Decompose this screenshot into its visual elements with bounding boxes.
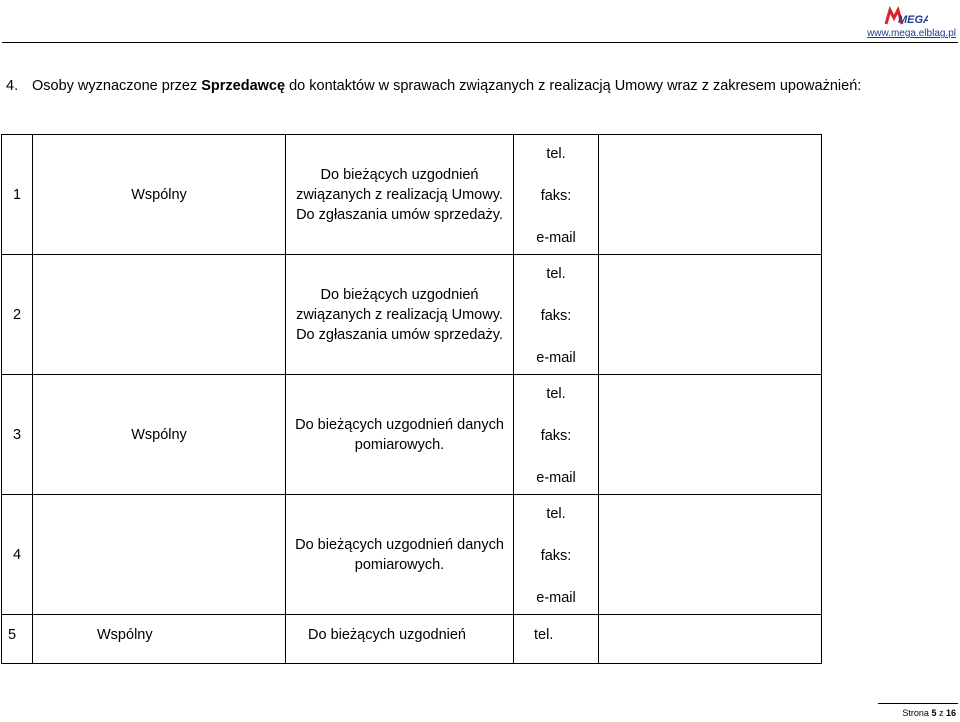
tel-label: tel. <box>546 265 566 282</box>
table-row <box>2 135 822 255</box>
fax-label: faks: <box>540 187 572 204</box>
blank-cell <box>599 135 822 255</box>
scope-cell: Do bieżących uzgodnień <box>286 615 514 664</box>
blank-cell <box>599 375 822 495</box>
tel-label: tel. <box>546 505 566 522</box>
blank-cell <box>599 495 822 615</box>
contact-cell: tel. <box>514 615 599 664</box>
contact-cell <box>514 495 599 615</box>
email-label: e-mail <box>536 349 576 366</box>
fax-label: faks: <box>540 307 572 324</box>
section-text-before: Osoby wyznaczone przez <box>32 78 202 94</box>
row-number: 4 <box>2 495 33 615</box>
contact-cell <box>514 255 599 375</box>
email-label: e-mail <box>536 469 576 486</box>
footer-of: z <box>938 708 944 718</box>
scope-cell: Do bieżących uzgodnień danych pomiarowych. <box>286 375 514 495</box>
footer-total: 16 <box>945 708 956 718</box>
party-cell <box>33 495 286 615</box>
table-row <box>2 255 822 375</box>
footer-label: Strona <box>902 708 929 718</box>
fax-label: faks: <box>540 427 572 444</box>
scope-cell: Do bieżących uzgodnień związanych z realizacją Umowy. Do zgłaszania umów sprzedaży. <box>286 255 514 375</box>
row-number: 3 <box>2 375 33 495</box>
email-label: e-mail <box>536 229 576 246</box>
section-text-after: do kontaktów w sprawach związanych z realizacją Umowy wraz z zakresem upoważnień: <box>285 78 862 94</box>
header-divider <box>2 42 958 43</box>
section-heading <box>6 78 861 94</box>
scope-cell: Do bieżących uzgodnień związanych z realizacją Umowy. Do zgłaszania umów sprzedaży. <box>286 135 514 255</box>
scope-cell: Do bieżących uzgodnień danych pomiarowych. <box>286 495 514 615</box>
section-text-bold: Sprzedawcę <box>201 78 286 94</box>
table-row <box>2 615 822 664</box>
logo-text: MEGA <box>898 14 928 26</box>
party-cell: Wspólny <box>33 615 286 664</box>
contact-cell <box>514 135 599 255</box>
contacts-table <box>1 134 822 664</box>
table-row <box>2 375 822 495</box>
contact-cell <box>514 375 599 495</box>
fax-label: faks: <box>540 547 572 564</box>
blank-cell <box>599 255 822 375</box>
footer-page: 5 <box>931 708 937 718</box>
footer-divider <box>878 703 958 704</box>
party-cell <box>33 255 286 375</box>
party-cell: Wspólny <box>33 375 286 495</box>
row-number: 1 <box>2 135 33 255</box>
mega-logo-graphic <box>884 6 928 28</box>
tel-label: tel. <box>546 145 566 162</box>
table-row <box>2 495 822 615</box>
email-label: e-mail <box>536 589 576 606</box>
row-number: 5 <box>2 615 33 664</box>
row-number: 2 <box>2 255 33 375</box>
page-footer <box>902 708 956 718</box>
blank-cell <box>599 615 822 664</box>
mega-logo <box>884 6 928 28</box>
site-url-link[interactable]: www.mega.elblag.pl <box>867 28 956 39</box>
section-number: 4. <box>6 78 19 94</box>
tel-label: tel. <box>546 385 566 402</box>
party-cell: Wspólny <box>33 135 286 255</box>
